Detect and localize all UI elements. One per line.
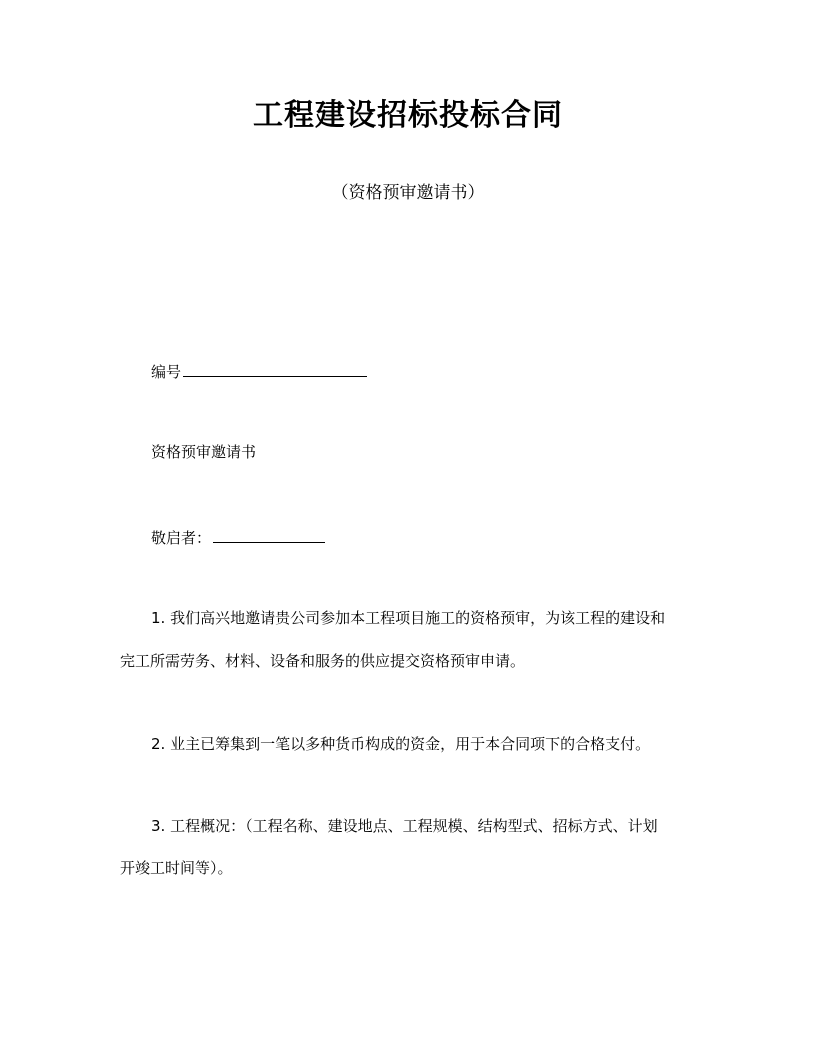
item-2: 2. 业主已筹集到一笔以多种货币构成的资金，用于本合同项下的合格支付。 — [151, 735, 651, 753]
item-1-line-2: 完工所需劳务、材料、设备和服务的供应提交资格预审申请。 — [120, 652, 526, 670]
item-3-line-1: 3. 工程概况：（工程名称、建设地点、工程规模、结构型式、招标方式、计划 — [151, 817, 658, 835]
number-row — [151, 359, 367, 383]
number-blank-line — [183, 359, 367, 377]
item-1-line-1: 1. 我们高兴地邀请贵公司参加本工程项目施工的资格预审，为该工程的建设和 — [151, 609, 666, 627]
document-subtitle: （资格预审邀请书） — [331, 183, 485, 203]
document-title: 工程建设招标投标合同 — [253, 98, 563, 133]
recipient-row — [151, 525, 325, 549]
number-label: 编号 — [151, 363, 182, 381]
invitation-heading: 资格预审邀请书 — [151, 443, 257, 461]
recipient-label: 敬启者： — [151, 529, 212, 547]
recipient-blank-line — [213, 525, 325, 543]
item-3-line-2: 开竣工时间等）。 — [120, 859, 233, 877]
